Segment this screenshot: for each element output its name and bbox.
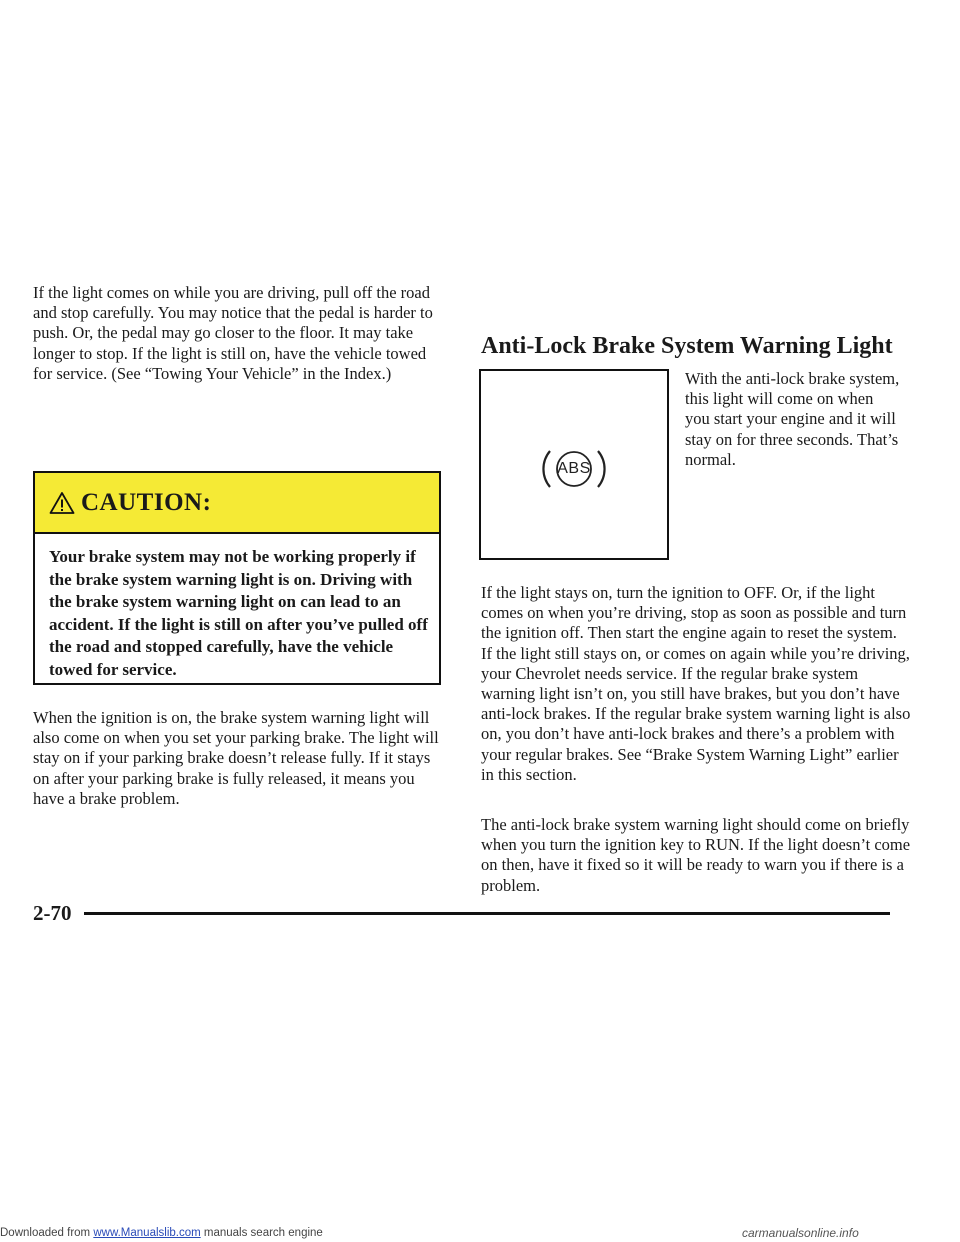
download-footer <box>0 1226 323 1240</box>
caution-title: CAUTION: <box>81 488 212 516</box>
caution-banner <box>35 473 439 534</box>
section-heading: Anti-Lock Brake System Warning Light <box>481 333 893 359</box>
page-number: 2-70 <box>33 901 72 925</box>
caution-body: Your brake system may not be working properly if the brake system warning light is on. Driving with the brake system warning light on can lead to an accident. If the light is still on after you’ve pulled off the road and stopped carefully, have the vehicle towed for service. <box>49 547 428 679</box>
abs-intro-paragraph: With the anti-lock brake system, this light will come on when you start your engine and it will stay on for three seconds. That’s normal. <box>685 369 900 469</box>
abs-check-paragraph: The anti-lock brake system warning light should come on briefly when you turn the ignition key to RUN. If the light doesn’t come on then, have it fixed so it will be ready to warn you if there is a problem. <box>481 815 911 895</box>
abs-light-illustration <box>479 369 669 560</box>
warning-triangle-icon <box>49 491 75 515</box>
footer-rule <box>84 912 890 915</box>
manualslib-link[interactable]: www.Manualslib.com <box>93 1227 201 1239</box>
footer-suffix: manuals search engine <box>200 1227 323 1239</box>
parking-brake-paragraph: When the ignition is on, the brake system warning light will also come on when you set your parking brake. The light will stay on if your parking brake doesn’t release fully. If it stays on after your parking brake is fully released, it means you have a brake problem. <box>33 708 439 808</box>
abs-symbol-label: ABS <box>557 460 591 477</box>
intro-paragraph: If the light comes on while you are driving, pull off the road and stop carefully. You may notice that the pedal is harder to push. Or, the pedal may go closer to the floor. It may take longer to stop. If the light is still on, have the vehicle towed for service. (See “Towing Your Vehicle” in the Index.) <box>33 283 433 383</box>
abs-stays-on-paragraph: If the light stays on, turn the ignition to OFF. Or, if the light comes on when you’re driving, stop as soon as possible and turn the ignition off. Then start the engine again to reset the system. If the light still stays on, or comes on again while you’re driving, your Chevrolet needs service. If the regular brake system warning light isn’t on, you still have brakes, but you don’t have anti-lock brakes. If the regular brake system warning light is also on, you don’t have anti-lock brakes and there’s a problem with your regular brakes. See “Brake System Warning Light” earlier in this section. <box>481 583 911 784</box>
footer-prefix: Downloaded from <box>0 1227 94 1239</box>
caution-box <box>33 471 441 685</box>
abs-warning-symbol <box>528 443 620 495</box>
footer-watermark: carmanualsonline.info <box>742 1226 859 1240</box>
